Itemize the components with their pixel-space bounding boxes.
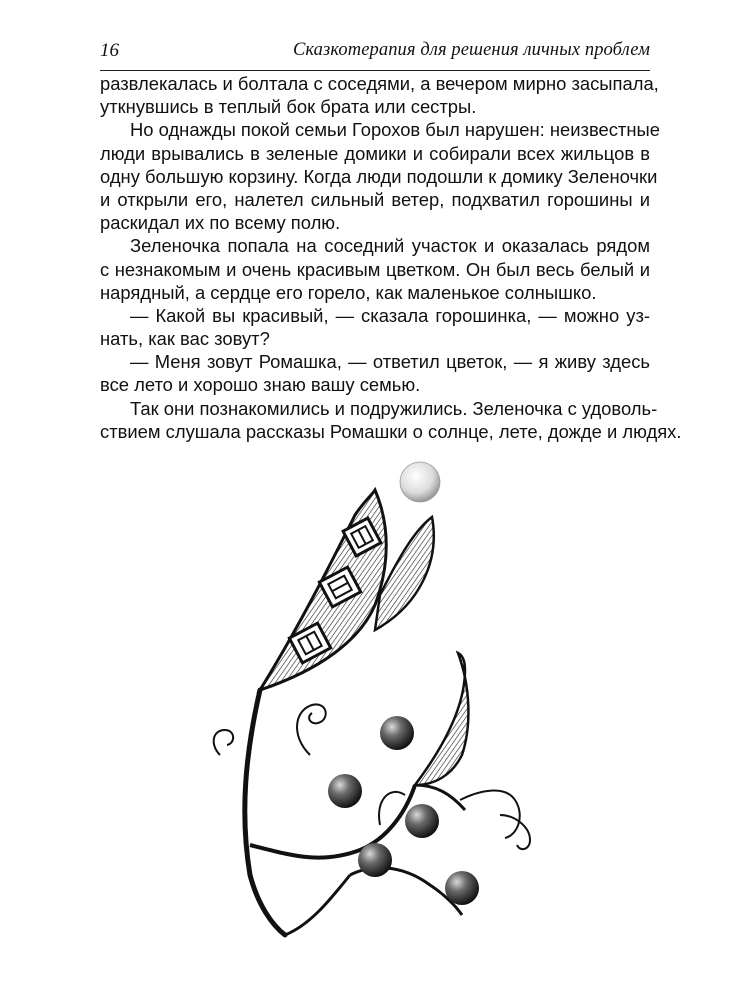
text-line: все лето и хорошо знаю вашу семью. xyxy=(100,374,421,396)
text-line: нарядный, а сердце его горело, как маленькое солнышко. xyxy=(100,281,597,303)
pea-pod-illustration xyxy=(200,455,560,955)
page-number: 16 xyxy=(100,40,119,61)
main-stem xyxy=(245,690,285,935)
text-line: Так они познакомились и подружились. Зеленочка с удоволь- xyxy=(130,397,658,419)
text-line: с незнакомым и очень красивым цветком. Он был весь белый и xyxy=(100,258,650,280)
text-line: Но однажды покой семьи Горохов был нарушен: неизвестные xyxy=(130,119,660,141)
tendril xyxy=(460,791,520,838)
pea xyxy=(358,843,392,877)
text-line: нать, как вас зовут? xyxy=(100,328,270,350)
small-pea-pod xyxy=(415,653,468,785)
text-line: развлекалась и болтала с соседями, а вечером мирно засыпала, xyxy=(100,73,659,94)
text-line: — Какой вы красивый, — сказала горошинка, — можно уз- xyxy=(130,304,650,326)
stem-branch xyxy=(285,875,350,935)
tendril xyxy=(297,704,326,755)
text-line: ствием слушала рассказы Ромашки о солнце, лете, дожде и людях. xyxy=(100,420,682,442)
tendril xyxy=(214,730,233,755)
pea xyxy=(405,804,439,838)
flying-pea xyxy=(400,462,440,502)
text-line: и открыли его, налетел сильный ветер, подхватил горошины и xyxy=(100,188,650,210)
text-line: люди врывались в зеленые домики и собирали всех жильцов в xyxy=(100,142,650,164)
text-line: одну большую корзину. Когда люди подошли к домику Зеленочки xyxy=(100,165,658,187)
tendril xyxy=(379,792,405,825)
pea xyxy=(328,774,362,808)
text-line: уткнувшись в теплый бок брата или сестры. xyxy=(100,96,477,118)
body-text xyxy=(100,72,682,443)
pea xyxy=(445,871,479,905)
text-line: — Меня зовут Ромашка, — ответил цветок, — я живу здесь xyxy=(130,351,650,373)
pea xyxy=(380,716,414,750)
text-line: Зеленочка попала на соседний участок и оказалась рядом xyxy=(130,235,650,257)
running-title: Сказкотерапия для решения личных проблем xyxy=(292,40,650,60)
page-header xyxy=(100,36,650,71)
text-line: раскидал их по всему полю. xyxy=(100,212,341,234)
